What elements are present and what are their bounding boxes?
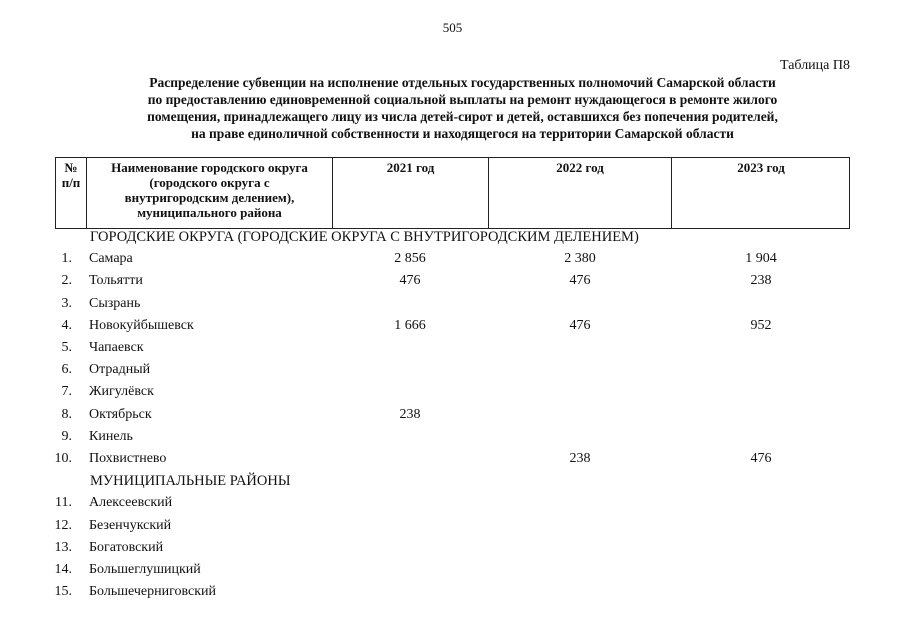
row-number: 9. bbox=[61, 428, 72, 444]
district-name: Отрадный bbox=[89, 362, 151, 378]
row-number: 14. bbox=[54, 562, 72, 577]
table-row bbox=[0, 273, 905, 293]
value-2021: 238 bbox=[399, 406, 421, 422]
table-row bbox=[0, 340, 905, 360]
row-number: 6. bbox=[61, 362, 72, 378]
value-2022: 476 bbox=[569, 273, 591, 289]
table-row bbox=[0, 495, 905, 515]
value-2022: 2 380 bbox=[564, 251, 596, 267]
value-2023: 238 bbox=[750, 273, 772, 289]
title-line: по предоставлению единовременной социальной выплаты на ремонт нуждающегося в ремонте жилого bbox=[147, 92, 778, 107]
district-name: Новокуйбышевск bbox=[89, 317, 194, 333]
value-2022: 238 bbox=[569, 451, 591, 466]
table-row bbox=[0, 518, 905, 538]
title-line: помещения, принадлежащего лицу из числа детей-сирот и детей, оставшихся без попечения родителей, bbox=[147, 109, 778, 124]
table-row bbox=[0, 584, 905, 604]
value-2021: 1 666 bbox=[394, 317, 426, 333]
value-2022: 476 bbox=[569, 317, 591, 333]
header-2023: 2023 год bbox=[737, 160, 785, 175]
header-name: Наименование городского округа (городского округа с внутригородским делением), муниципального района bbox=[111, 160, 308, 220]
row-number: 15. bbox=[54, 584, 72, 600]
header-number: № п/п bbox=[61, 160, 81, 190]
district-name: Чапаевск bbox=[89, 340, 144, 355]
district-name: Алексеевский bbox=[89, 495, 173, 511]
row-number: 8. bbox=[61, 406, 72, 422]
district-name: Сызрань bbox=[89, 295, 141, 311]
district-name: Похвистнево bbox=[89, 451, 167, 466]
table-row bbox=[0, 384, 905, 404]
row-number: 12. bbox=[54, 517, 72, 533]
page-number: 505 bbox=[442, 20, 463, 35]
row-number: 5. bbox=[61, 340, 72, 355]
section-title: ГОРОДСКИЕ ОКРУГА (ГОРОДСКИЕ ОКРУГА С ВНУТРИГОРОДСКИМ ДЕЛЕНИЕМ) bbox=[90, 229, 639, 245]
district-name: Октябрьск bbox=[89, 406, 152, 422]
district-name: Безенчукский bbox=[89, 517, 172, 533]
district-name: Жигулёвск bbox=[89, 384, 154, 400]
district-name: Самара bbox=[89, 251, 133, 267]
table-label: Таблица П8 bbox=[780, 58, 850, 73]
table-row bbox=[0, 429, 905, 449]
value-2023: 952 bbox=[750, 317, 772, 333]
value-2021: 476 bbox=[399, 273, 421, 289]
section-title: МУНИЦИПАЛЬНЫЕ РАЙОНЫ bbox=[90, 473, 291, 490]
row-number: 3. bbox=[61, 295, 72, 311]
table-row bbox=[0, 407, 905, 427]
value-2023: 476 bbox=[750, 451, 772, 466]
district-name: Кинель bbox=[89, 428, 133, 444]
header-2022: 2022 год bbox=[556, 160, 604, 175]
table-row bbox=[0, 251, 905, 271]
table-row bbox=[0, 451, 905, 471]
document-title bbox=[90, 74, 835, 142]
row-number: 1. bbox=[61, 251, 72, 267]
row-number: 2. bbox=[61, 273, 72, 289]
table-row bbox=[0, 540, 905, 560]
table-row bbox=[0, 296, 905, 316]
title-line: Распределение субвенции на исполнение отдельных государственных полномочий Самарской области bbox=[149, 75, 776, 90]
table-row bbox=[0, 362, 905, 382]
district-name: Тольятти bbox=[89, 273, 143, 289]
row-number: 4. bbox=[61, 317, 72, 333]
title-line: на праве единоличной собственности и находящегося на территории Самарской области bbox=[191, 126, 734, 141]
table-header bbox=[55, 157, 850, 229]
row-number: 11. bbox=[55, 495, 72, 511]
row-number: 13. bbox=[54, 539, 72, 555]
district-name: Большечерниговский bbox=[89, 584, 217, 600]
district-name: Богатовский bbox=[89, 539, 164, 555]
value-2021: 2 856 bbox=[394, 251, 426, 267]
district-name: Большеглушицкий bbox=[89, 562, 201, 577]
table-row bbox=[0, 562, 905, 582]
value-2023: 1 904 bbox=[745, 251, 777, 267]
table-row bbox=[0, 318, 905, 338]
row-number: 10. bbox=[54, 451, 72, 466]
row-number: 7. bbox=[61, 384, 72, 400]
header-2021: 2021 год bbox=[386, 160, 435, 175]
